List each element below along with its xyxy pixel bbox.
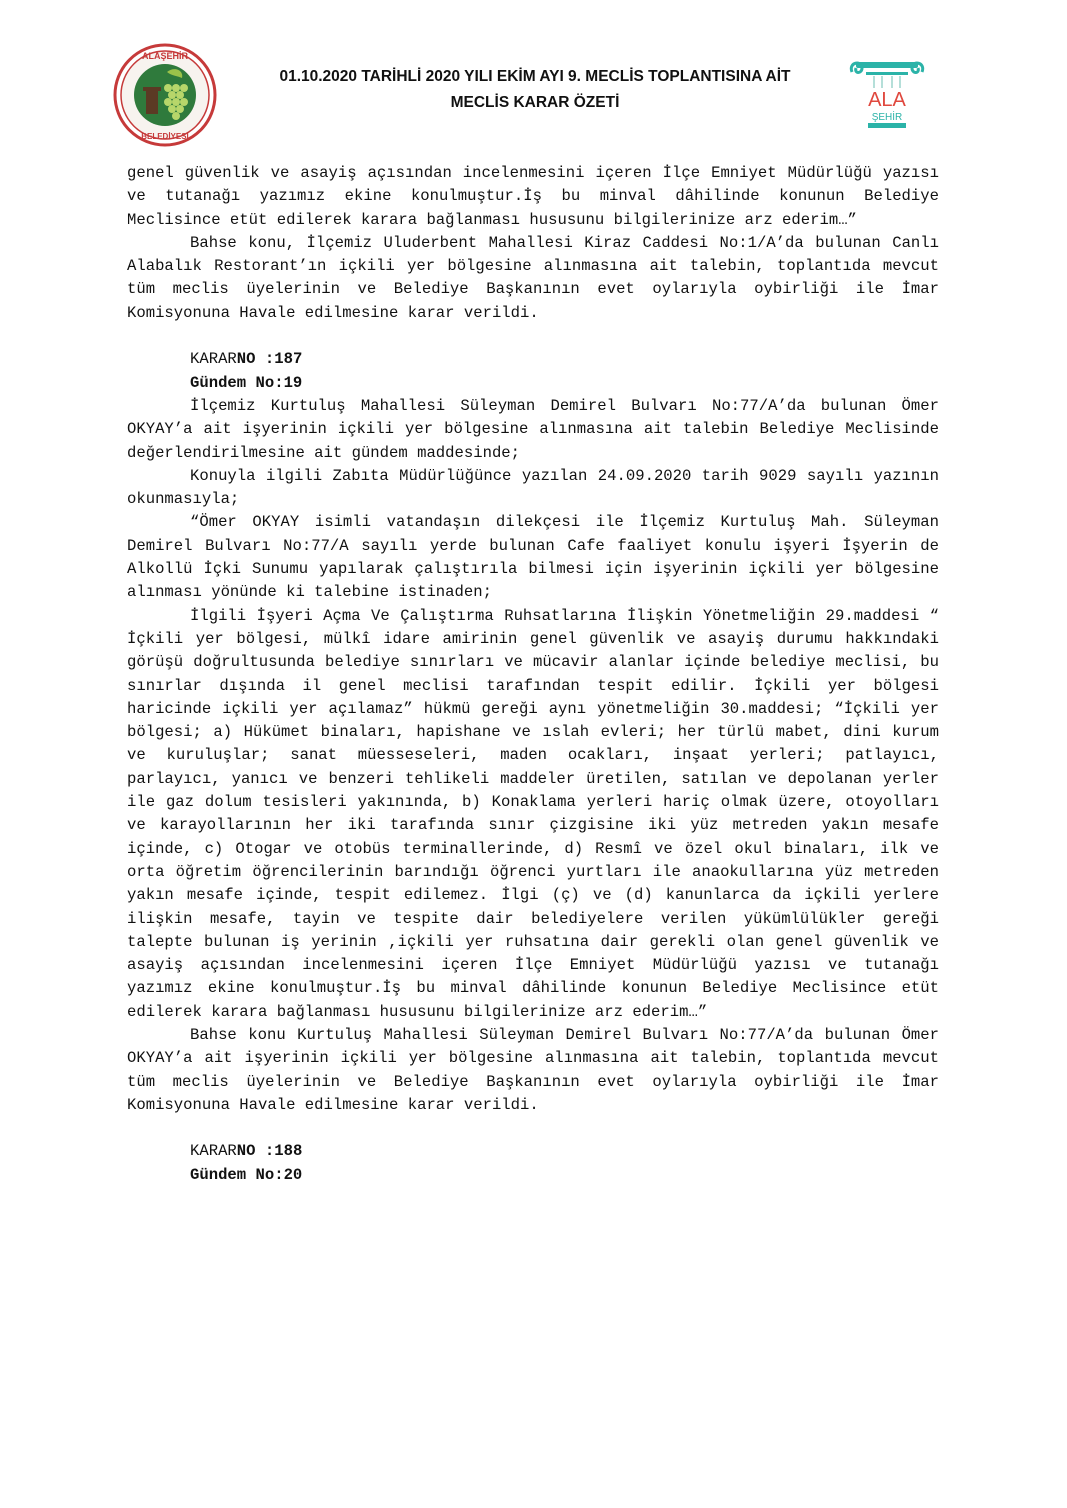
column-logo-icon xyxy=(846,58,928,130)
agenda-no: Gündem No:19 xyxy=(190,373,303,392)
decision-prefix: KARAR xyxy=(190,350,237,369)
decision-no: NO :187 xyxy=(236,350,303,369)
decision-no-2: NO :188 xyxy=(236,1142,303,1161)
seal-top-text: ALAŞEHİR xyxy=(141,51,189,61)
title-line-1: 01.10.2020 TARİHLİ 2020 YILI EKİM AYI 9. MECLİS TOPLANTISINA AİT xyxy=(279,68,791,85)
decision-paragraph-2: Bahse konu Kurtuluş Mahallesi Süleyman Demirel Bulvarı No:77/A’da bulunan Ömer OKYAY’a ait işyerinin içkili yer bölgesine alınmasına ait talebin, toplantıda mevcut tüm meclis üyelerinin ve Belediye Başkanının evet oylarıyla oybirliği ile İmar Komisyonuna Havale edilmesine karar verildi. xyxy=(127,1025,939,1114)
decision-number-2 xyxy=(127,1140,939,1163)
agenda-no-2: Gündem No:20 xyxy=(190,1165,303,1184)
agenda-number-2 xyxy=(127,1164,939,1187)
logo-main-text: ALA xyxy=(868,89,906,111)
logo-sub-text: ŞEHİR xyxy=(871,112,903,123)
regulation-paragraph: İlgili İşyeri Açma Ve Çalıştırma Ruhsatlarına İlişkin Yönetmeliğin 29.maddesi “ İçkili yer bölgesi, mülkî idare amirinin genel güvenlik ve asayiş durumu hakkındaki görüşü doğrultusunda belediye sınırları ve mücavir alanlar içinde belediye meclisi, bu sınırlar dışında il genel meclisi tarafından tespit edilir. İçkili yer bölgesi haricinde içkili yer açılamaz” hükmü gereği aynı yönetmeliğin 30.maddesi; “İçkili yer bölgesi; a) Hükümet binaları, hapishane ve ıslah evleri; her türlü mabet, dini kurum ve kuruluşlar; sanat müesseseleri, maden ocakları, inşaat yerleri; patlayıcı, parlayıcı, yanıcı ve benzeri tehlikeli maddeler üretilen, satılan ve depolanan yerler ile gaz dolum tesisleri yakınında, b) Konaklama yerleri hariç olmak üzere, otoyolları ve karayollarının her iki tarafında sınır çizgisine iki yüz metreden yakın mesafe içinde, c) Otogar ve otobüs terminallerinde, d) Resmî ve özel okul binaları, ilk ve orta öğretim öğrencilerinin barındığı öğrenci yurtları ile anaokullarına yüz metreden yakın mesafe içinde, tespit edilemez. İlgi (ç) ve (d) kanunlarca da içkili yerlere ilişkin mesafe, tayin ve tespite dair belediyelere verilen yükümlülükler gereği talepte bulunan iş yerinin ,içkili yer ruhsatına dair gerekli olan genel güvenlik ve asayiş açısından incelenmesini içeren İlçe Emniyet Müdürlüğü yazısı ve tutanağı yazımız ekine konulmuştur.İş bu minval dâhilinde konunun Belediye Meclisince etüt edilerek karara bağlanması hususunu bilgilerinize arz ederim…” xyxy=(127,606,939,1021)
paragraph-continuation: genel güvenlik ve asayiş açısından incelenmesini içeren İlçe Emniyet Müdürlüğü yazısı ve tutanağı yazımız ekine konulmuştur.İş bu minval dâhilinde konunun Belediye Meclisince etüt edilerek karara bağlanması hususunu bilgilerinize arz ederim…” xyxy=(127,164,939,229)
agenda-paragraph: İlçemiz Kurtuluş Mahallesi Süleyman Demirel Bulvarı No:77/A’da bulunan Ömer OKYAY’a ait işyerinin içkili yer bölgesine alınmasına ait talebin Belediye Meclisinde değerlendirilmesine ait gündem maddesinde; xyxy=(127,396,939,462)
agenda-number xyxy=(127,372,939,395)
title-line-2: MECLİS KARAR ÖZETİ xyxy=(450,94,620,111)
decision-number xyxy=(127,348,939,371)
page-header xyxy=(0,0,1067,150)
quoted-request-paragraph: “Ömer OKYAY isimli vatandaşın dilekçesi ile İlçemiz Kurtuluş Mah. Süleyman Demirel Bulvarı No:77/A sayılı yerde bulunan Cafe faaliyet konulu işyeri İşyerin de Alkollü İçki Sunumu yapılarak çalıştırıla bilmesi için işyerinin içkili yer bölgesine alınması yönünde ki talebine istinaden; xyxy=(127,513,939,602)
page-title xyxy=(230,64,840,116)
municipality-seal-icon xyxy=(112,42,218,148)
document-body xyxy=(127,162,939,1187)
decision-paragraph: Bahse konu, İlçemiz Uluderbent Mahallesi Kiraz Caddesi No:1/A’da bulunan Canlı Alabalık Restorant’ın içkili yer bölgesine alınmasına ait talebin, toplantıda mevcut tüm meclis üyelerinin ve Belediye Başkanının evet oylarıyla oybirliği ile İmar Komisyonuna Havale edilmesine karar verildi. xyxy=(127,233,939,322)
seal-bottom-text: BELEDİYESİ xyxy=(141,132,189,141)
decision-prefix-2: KARAR xyxy=(190,1142,237,1161)
reference-paragraph: Konuyla ilgili Zabıta Müdürlüğünce yazılan 24.09.2020 tarih 9029 sayılı yazının okunmasıyla; xyxy=(127,466,939,509)
